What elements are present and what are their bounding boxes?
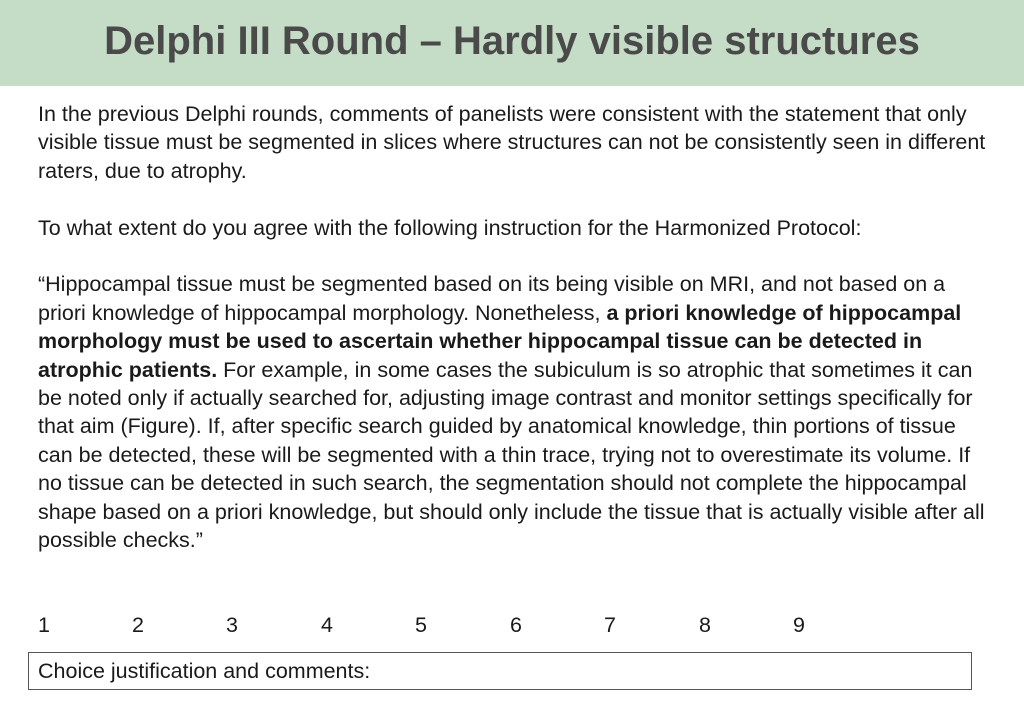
rating-option-9[interactable]: 9 <box>793 613 805 637</box>
quote-bold-text: a priori knowledge of hippocampal morphology must be used to ascertain whether hippocampal tissue can be detected in atrophic patients. <box>38 300 962 382</box>
rating-option-7[interactable]: 7 <box>604 613 616 637</box>
title-bar <box>0 0 1024 86</box>
rating-option-1[interactable]: 1 <box>38 613 50 637</box>
spacer <box>38 242 988 270</box>
rating-option-3[interactable]: 3 <box>226 613 238 637</box>
slide-title: Delphi III Round – Hardly visible structures <box>104 18 920 63</box>
rating-option-8[interactable]: 8 <box>699 613 711 637</box>
quote-paragraph <box>38 270 988 554</box>
comments-label: Choice justification and comments: <box>38 659 371 683</box>
rating-option-4[interactable]: 4 <box>321 613 333 637</box>
comments-box[interactable] <box>28 652 972 690</box>
rating-option-5[interactable]: 5 <box>415 613 427 637</box>
intro-paragraph: In the previous Delphi rounds, comments of panelists were consistent with the statement that only visible tissue must be segmented in slices where structures can not be consistently seen in different raters, due to atrophy. <box>38 102 986 183</box>
rating-option-2[interactable]: 2 <box>132 613 144 637</box>
slide-body <box>38 100 988 554</box>
quote-text-end: For example, in some cases the subiculum is so atrophic that sometimes it can be noted only if actually searched for, adjusting image contrast and monitor settings specifically for that aim (Figure). If, after specific search guided by anatomical knowledge, thin portions of tissue can be detected, these will be segmented with a thin trace, trying not to overestimate its volume. If no tissue can be detected in such search, the segmentation should not complete the hippocampal shape based on a priori knowledge, but should only include the tissue that is actually visible after all possible checks.” <box>38 357 985 553</box>
quote-text-start: “Hippocampal tissue must be segmented based on its being visible on MRI, and not based on a priori knowledge of hippocampal morphology. Nonetheless, <box>38 272 946 325</box>
question-paragraph: To what extent do you agree with the following instruction for the Harmonized Protocol: <box>38 215 862 240</box>
rating-option-6[interactable]: 6 <box>510 613 522 637</box>
spacer <box>38 185 988 213</box>
